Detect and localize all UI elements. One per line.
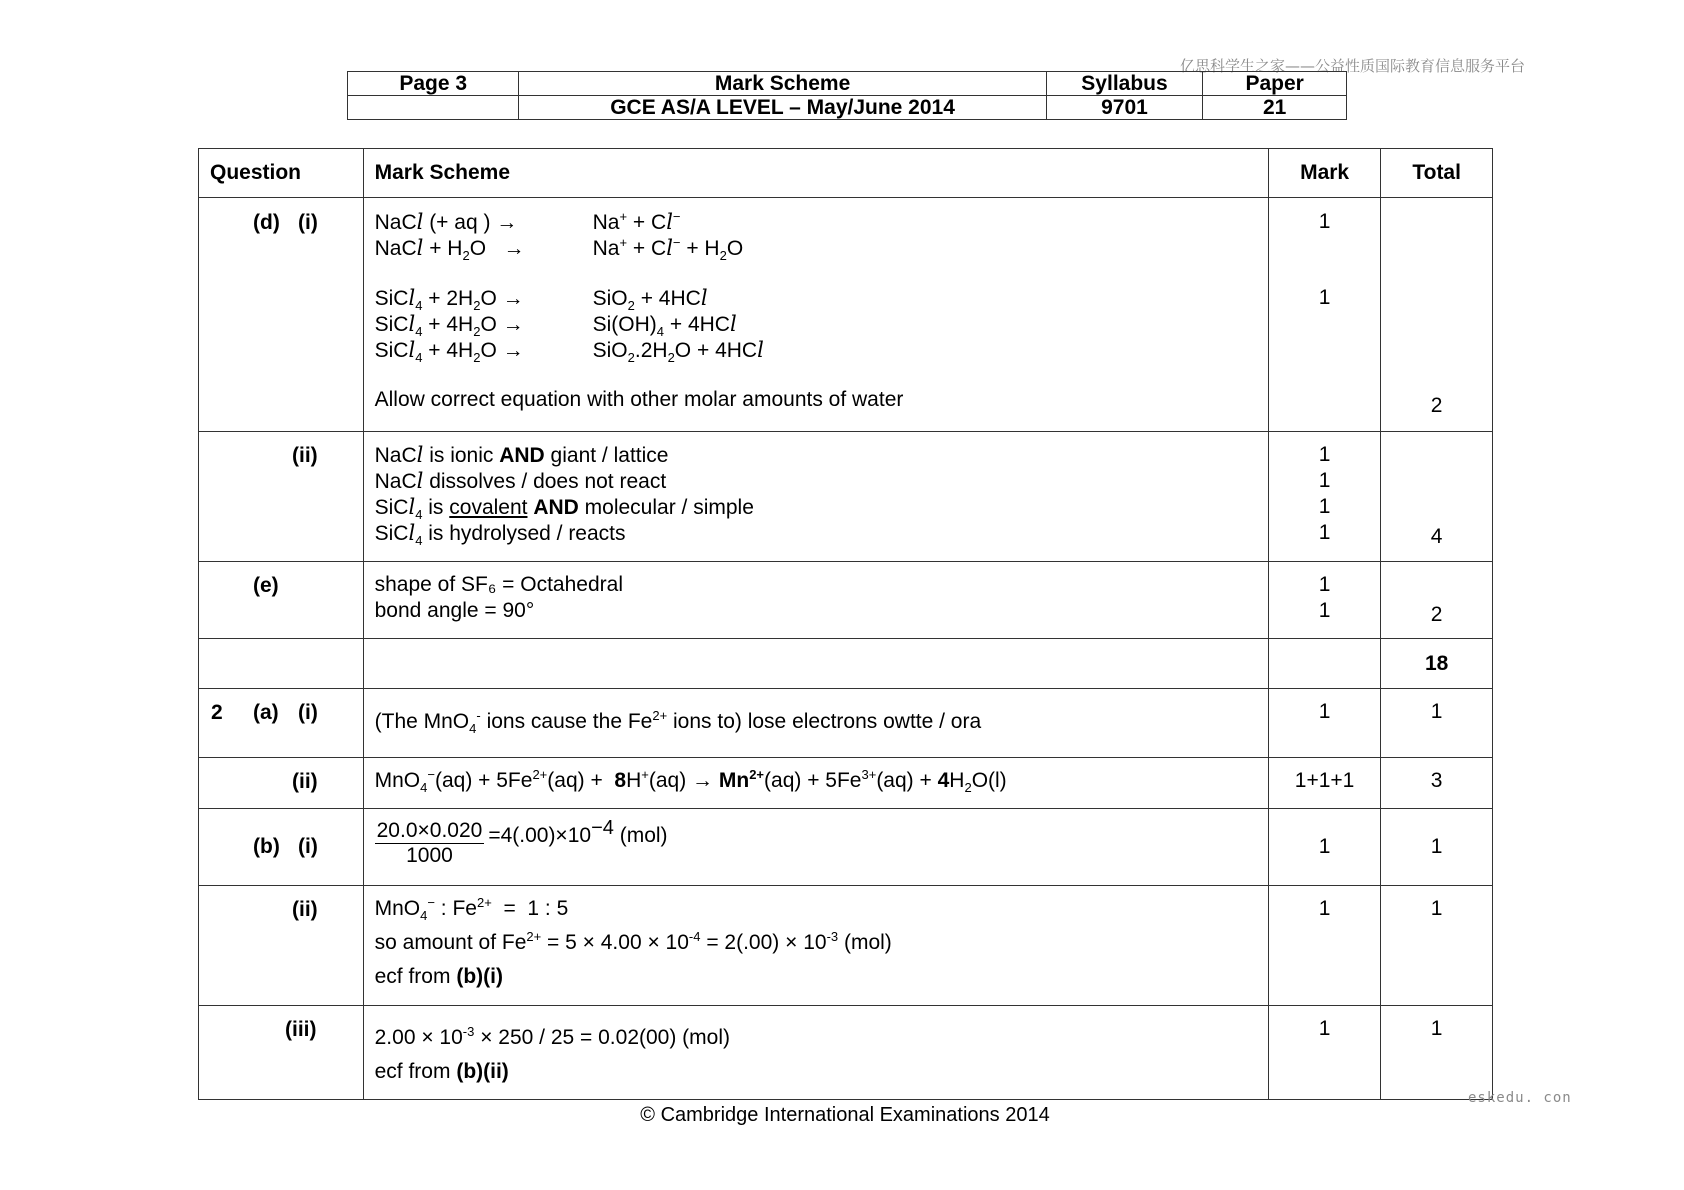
mark-value: 1 <box>1318 521 1331 544</box>
total-cell <box>1381 562 1493 639</box>
ecf-reference: (b)(ii) <box>456 1060 509 1083</box>
ecf-label: ecf from <box>374 1060 451 1083</box>
equation-line: SiCl$_4$ + $2H_2O$ → SiO$_2$ + 4HCl <box>374 286 708 314</box>
question-number <box>199 198 364 432</box>
question-number-main: 2 <box>211 701 223 724</box>
scheme-cell <box>363 432 1268 562</box>
question-number <box>199 432 364 562</box>
header-table <box>347 71 1347 120</box>
question-subpart: (i) <box>298 701 318 724</box>
table-row <box>199 886 1493 1006</box>
total-value: 1 <box>1430 897 1443 920</box>
mark-cell <box>1268 562 1380 639</box>
table-row <box>199 562 1493 639</box>
total-cell <box>1381 689 1493 758</box>
equation-line: NaCl + $H_2O$ → $Na^+ + Cl^- + H_2O$ <box>374 235 744 264</box>
total-cell <box>1381 198 1493 432</box>
exam-title: GCE AS/A LEVEL – May/June 2014 <box>519 96 1046 120</box>
ecf-reference: (b)(i) <box>456 965 503 988</box>
fraction <box>375 819 485 868</box>
watermark-bottom: eskedu. con <box>1468 1090 1572 1106</box>
subtotal-row <box>199 639 1493 689</box>
question-subpart: (ii) <box>292 444 318 467</box>
question-subpart: (ii) <box>292 898 318 921</box>
mark-value: 1 <box>1318 573 1331 596</box>
scheme-cell <box>363 689 1268 758</box>
total-cell <box>1381 1006 1493 1100</box>
ecf-note <box>375 1059 1267 1085</box>
scheme-cell <box>363 886 1268 1006</box>
empty-cell <box>199 639 364 689</box>
paper-label: Paper <box>1203 72 1347 96</box>
total-cell <box>1381 886 1493 1006</box>
mark-cell <box>1268 689 1380 758</box>
question-part: (b) <box>253 835 280 858</box>
total-cell <box>1381 809 1493 886</box>
mark-value: 1 <box>1318 897 1331 920</box>
equation-line: NaCl (+ aq ) → Na+ + Cl− <box>374 209 681 234</box>
empty-cell <box>1268 639 1380 689</box>
scheme-line: SiCl$_4$ is hydrolysed / reacts <box>374 521 626 549</box>
mark-value: 1 <box>1318 599 1331 622</box>
total-cell <box>1381 758 1493 809</box>
total-value: 2 <box>1430 603 1443 626</box>
equation-line: SiCl$_4$ + $4H_2O$ → $Si(OH)_4 + 4HCl$ <box>374 312 737 340</box>
copyright-footer: © Cambridge International Examinations 2014 <box>640 1104 1050 1126</box>
mark-value: 1 <box>1318 443 1331 466</box>
total-value: 1 <box>1430 700 1443 723</box>
allowance-note: Allow correct equation with other molar amounts of water <box>374 388 904 411</box>
scheme-cell <box>363 562 1268 639</box>
column-header-mark: Mark <box>1268 149 1380 198</box>
question-number <box>199 562 364 639</box>
question-number <box>199 809 364 886</box>
mark-value: 1 <box>1318 210 1331 233</box>
paper-number: 21 <box>1203 96 1347 120</box>
mark-value: 1 <box>1318 469 1331 492</box>
table-header-row <box>199 149 1493 198</box>
scheme-line: SiCl$_4$ is covalent AND molecular / simple <box>374 495 754 523</box>
column-header-scheme: Mark Scheme <box>363 149 1268 198</box>
question-subpart: (i) <box>298 835 318 858</box>
scheme-line: NaCl dissolves / does not react <box>374 469 667 493</box>
column-header-question: Question <box>199 149 364 198</box>
ecf-note <box>375 964 1267 990</box>
question-number <box>199 886 364 1006</box>
table-row <box>199 809 1493 886</box>
question-subpart: (ii) <box>292 770 318 793</box>
scheme-cell <box>363 198 1268 432</box>
question-part: (d) <box>253 211 280 234</box>
ecf-label: ecf from <box>374 965 451 988</box>
scheme-line: shape of SF₆ = Octahedral <box>374 573 623 596</box>
scheme-line: NaCl is ionic AND giant / lattice <box>374 443 669 467</box>
calculation-result: $=4(.00)\times 10^{-4}$ (mol) <box>488 816 668 847</box>
total-cell <box>1381 432 1493 562</box>
mark-value: 1 <box>1318 1017 1331 1040</box>
total-value: 2 <box>1430 394 1443 417</box>
total-value: 4 <box>1430 525 1443 548</box>
header-empty-cell <box>348 96 519 120</box>
question-number <box>199 1006 364 1100</box>
scheme-line: so amount of $Fe^{2+} = 5 \times 4.00 \times 10^{-4} = 2(.00) \times 10^{-3}$ (mol) <box>374 929 892 954</box>
mark-cell <box>1268 198 1380 432</box>
watermark-top: 亿思科学生之家——公益性质国际教育信息服务平台 <box>1180 57 1526 75</box>
scheme-line: MnO$_4$− : $Fe^{2+} = 1$ : 5 <box>374 895 569 924</box>
question-number <box>199 758 364 809</box>
fraction-numerator: 20.0×0.020 <box>376 819 483 842</box>
table-row <box>199 689 1493 758</box>
scheme-line: bond angle = 90° <box>374 599 535 622</box>
mark-cell <box>1268 1006 1380 1100</box>
equation-line: SiCl$_4$ + $4H_2O$ → $SiO_2.2H_2O + 4HCl$ <box>374 338 764 366</box>
total-value: 1 <box>1430 1017 1443 1040</box>
column-header-total: Total <box>1381 149 1493 198</box>
scheme-cell <box>363 758 1268 809</box>
header-title: Mark Scheme <box>519 72 1046 96</box>
question-number <box>199 689 364 758</box>
syllabus-label: Syllabus <box>1046 72 1203 96</box>
mark-scheme-table <box>198 148 1493 1100</box>
mark-value: 1 <box>1318 495 1331 518</box>
scheme-cell <box>363 809 1268 886</box>
table-row <box>199 198 1493 432</box>
mark-cell <box>1268 809 1380 886</box>
scheme-line: (The MnO$_4$- ions cause the $Fe^{2+}$ ions to) lose electrons owtte / ora <box>374 708 982 737</box>
mark-value: 1 <box>1318 835 1331 858</box>
equation-line: $MnO_4^-(aq) + 5Fe^{2+}(aq) + 8H^+(aq) \to Mn^{2+}(aq) + 5Fe^{3+}(aq) + 4H_2O(l)$ <box>374 767 1007 796</box>
question-subpart: (iii) <box>285 1018 317 1041</box>
scheme-cell <box>363 1006 1268 1100</box>
mark-value: 1+1+1 <box>1294 769 1355 792</box>
mark-cell <box>1268 886 1380 1006</box>
total-value: 3 <box>1430 769 1443 792</box>
table-row <box>199 758 1493 809</box>
scheme-line: $2.00 \times 10^{-3} \times 250 / 25 = 0.02(00)$ (mol) <box>374 1024 730 1049</box>
mark-value: 1 <box>1318 700 1331 723</box>
subtotal-value: 18 <box>1381 639 1493 689</box>
fraction-denominator: 1000 <box>406 844 453 867</box>
page-number: Page 3 <box>348 72 519 96</box>
table-row <box>199 1006 1493 1100</box>
question-part: (a) <box>253 701 279 724</box>
mark-cell <box>1268 758 1380 809</box>
table-row <box>199 432 1493 562</box>
empty-cell <box>363 639 1268 689</box>
question-part: (e) <box>253 574 279 597</box>
mark-cell <box>1268 432 1380 562</box>
mark-value: 1 <box>1318 286 1331 309</box>
total-value: 1 <box>1430 835 1443 858</box>
question-subpart: (i) <box>298 211 318 234</box>
syllabus-code: 9701 <box>1046 96 1203 120</box>
